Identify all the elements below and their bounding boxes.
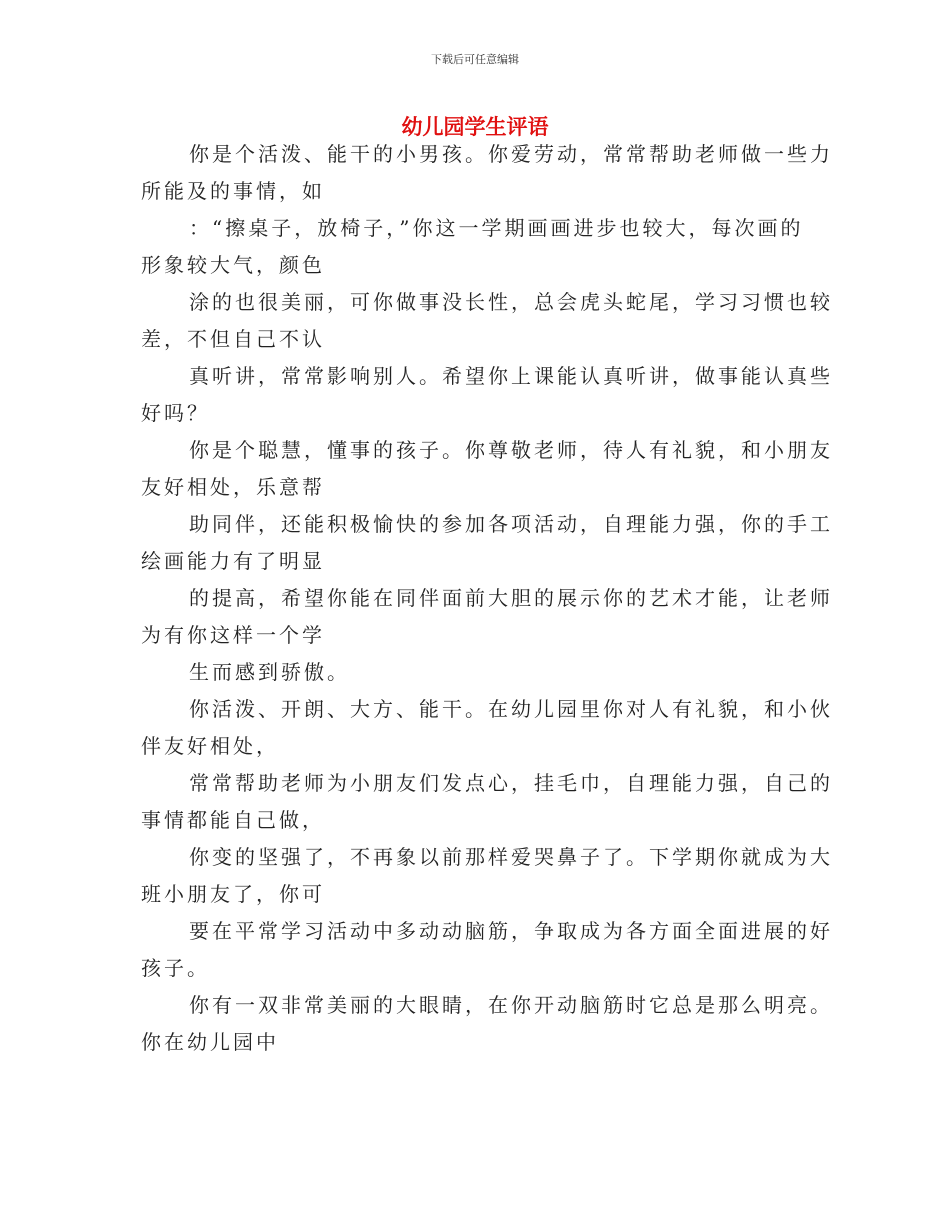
paragraph-line: 好吗？	[141, 401, 210, 425]
paragraph-line: 涂的也很美丽，可你做事没长性，总会虎头蛇尾，学习习惯也较	[189, 290, 833, 314]
paragraph-line: 事情都能自己做，	[141, 808, 325, 832]
paragraph-line: 班小朋友了，你可	[141, 882, 325, 906]
paragraph-line: 真听讲，常常影响别人。希望你上课能认真听讲，做事能认真些	[189, 364, 833, 388]
paragraph-line: 形象较大气，颜色	[141, 253, 325, 277]
page-header-note: 下载后可任意编辑	[431, 53, 519, 66]
paragraph-line: 孩子。	[141, 956, 210, 980]
paragraph-line: 的提高，希望你能在同伴面前大胆的展示你的艺术才能，让老师	[189, 586, 833, 610]
paragraph-line: 你在幼儿园中	[141, 1030, 279, 1054]
paragraph-line: 你有一双非常美丽的大眼睛，在你开动脑筋时它总是那么明亮。	[189, 993, 833, 1017]
paragraph-line: 你是个活泼、能干的小男孩。你爱劳动，常常帮助老师做一些力	[189, 142, 833, 166]
paragraph-line: 要在平常学习活动中多动动脑筋，争取成为各方面全面进展的好	[189, 919, 833, 943]
paragraph-line: 助同伴，还能积极愉快的参加各项活动，自理能力强，你的手工	[189, 512, 833, 536]
paragraph-line: 绘画能力有了明显	[141, 549, 325, 573]
paragraph-line: 为有你这样一个学	[141, 623, 325, 647]
paragraph-line: 你是个聪慧，懂事的孩子。你尊敬老师，待人有礼貌，和小朋友	[189, 438, 833, 462]
document-title: 幼儿园学生评语	[401, 115, 549, 139]
paragraph-line: 生而感到骄傲。	[189, 660, 350, 684]
paragraph-line: 差，不但自己不认	[141, 327, 325, 351]
paragraph-line: 你活泼、开朗、大方、能干。在幼儿园里你对人有礼貌，和小伙	[189, 697, 833, 721]
document-body	[141, 136, 833, 1061]
paragraph-line: 伴友好相处，	[141, 734, 279, 758]
paragraph-line: 所能及的事情，如	[141, 179, 325, 203]
paragraph-line: 友好相处，乐意帮	[141, 475, 325, 499]
paragraph-line: ：“擦桌子，放椅子，”你这一学期画画进步也较大，每次画的	[189, 216, 804, 240]
paragraph-line: 你变的坚强了，不再象以前那样爱哭鼻子了。下学期你就成为大	[189, 845, 833, 869]
paragraph-line: 常常帮助老师为小朋友们发点心，挂毛巾，自理能力强，自己的	[189, 771, 833, 795]
